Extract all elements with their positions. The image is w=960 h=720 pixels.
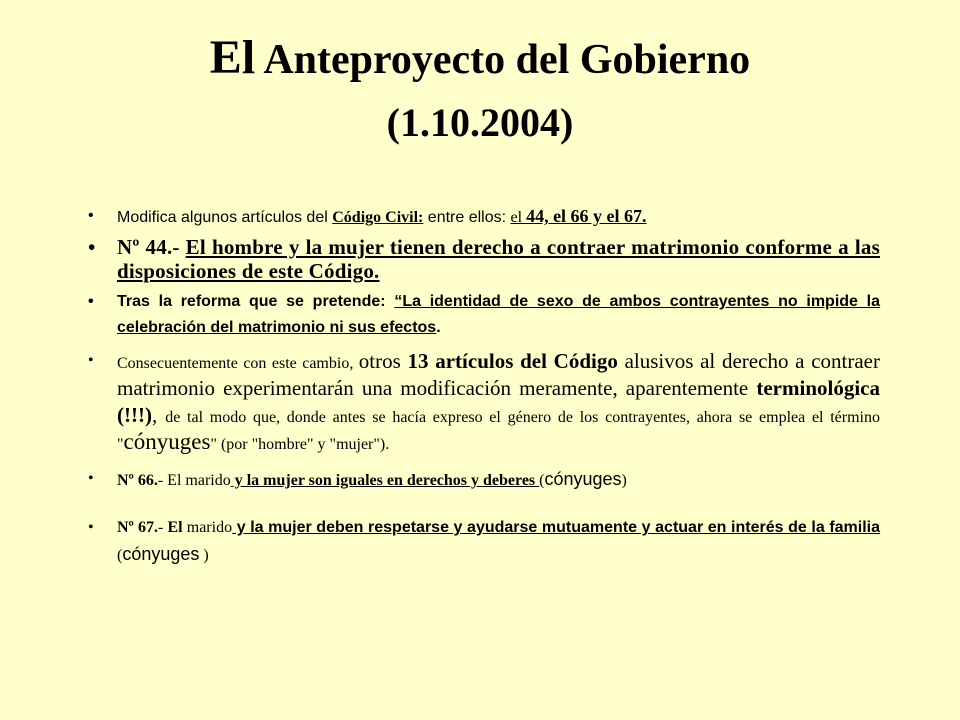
title-date: (1.10.2004)	[386, 100, 574, 145]
n66-open-paren: (	[539, 472, 545, 489]
bullet-icon: •	[88, 519, 94, 536]
bullet-n66	[88, 467, 880, 493]
consecuentemente-intro: Consecuentemente con este cambio,	[117, 355, 359, 372]
conyuges-term: cónyuges	[123, 429, 211, 454]
bullet-icon: •	[88, 235, 96, 259]
title-line-1	[0, 28, 960, 88]
n67-el: El	[167, 519, 183, 536]
bullet-n44	[88, 235, 880, 283]
reforma-period: .	[436, 319, 441, 336]
de-tal-modo-text: de tal modo que, donde antes se hacía expreso el género de los contrayentes, ahora se emplea el término "	[117, 409, 881, 453]
n44-label: Nº 44.-	[117, 235, 186, 259]
n67-close-paren: )	[199, 547, 209, 564]
bullet-icon: •	[88, 293, 94, 310]
n67-dash: -	[158, 519, 168, 536]
n66-conyuges: cónyuges	[544, 469, 622, 489]
n44-article-text: El hombre y la mujer tienen derecho a contraer matrimonio conforme a las disposiciones de este Código.	[117, 235, 880, 283]
n66-el-marido: - El marido	[157, 472, 231, 489]
slide-title	[0, 28, 960, 148]
n67-marido: marido	[182, 519, 233, 536]
comma-text: ,	[151, 403, 166, 427]
reforma-label: Tras la reforma que se pretende:	[117, 293, 395, 310]
bullet-modifica	[88, 205, 880, 229]
title-anteproyecto: Anteproyecto del Gobierno	[255, 37, 751, 83]
bullet-reforma	[88, 289, 880, 341]
otros-text: otros	[358, 349, 408, 373]
bullet-icon: •	[88, 207, 94, 224]
n67-article-text: y la mujer deben respetarse y ayudarse mutuamente y actuar en interés de la familia	[232, 519, 881, 536]
n67-label: Nº 67.	[117, 519, 158, 536]
el-text: el	[510, 209, 527, 226]
n66-label: Nº 66.	[117, 472, 158, 489]
n67-open-paren: (	[117, 547, 123, 564]
codigo-civil-link-text: Código Civil:	[332, 209, 424, 226]
por-hombre-mujer-text: " (por "hombre" y "mujer").	[210, 436, 390, 453]
modifica-text: Modifica algunos artículos del	[117, 209, 333, 226]
bullet-icon: •	[88, 352, 94, 369]
entre-ellos-text: entre ellos:	[423, 209, 511, 226]
terminologica-text: terminológica (!!!)	[117, 376, 880, 427]
bullet-consecuentemente	[88, 349, 880, 457]
bullet-list	[88, 205, 880, 569]
n66-article-text: y la mujer son iguales en derechos y deberes	[230, 472, 540, 489]
bullet-icon: •	[88, 470, 94, 487]
title-word-el: El	[209, 31, 256, 84]
trece-articulos-text: 13 artículos del Código	[407, 349, 618, 373]
n67-conyuges: cónyuges	[122, 544, 200, 564]
articles-list-text: 44, el 66 y el 67.	[526, 206, 647, 226]
bullet-n67	[88, 515, 880, 569]
reforma-quote: “La identidad de sexo de ambos contrayentes no impide la celebración del matrimonio ni sus efectos	[117, 293, 881, 336]
n66-close-paren: )	[621, 472, 627, 489]
alusivos-text: alusivos al derecho a contraer matrimonio experimentarán una modificación meramente, aparentemente	[117, 349, 880, 400]
